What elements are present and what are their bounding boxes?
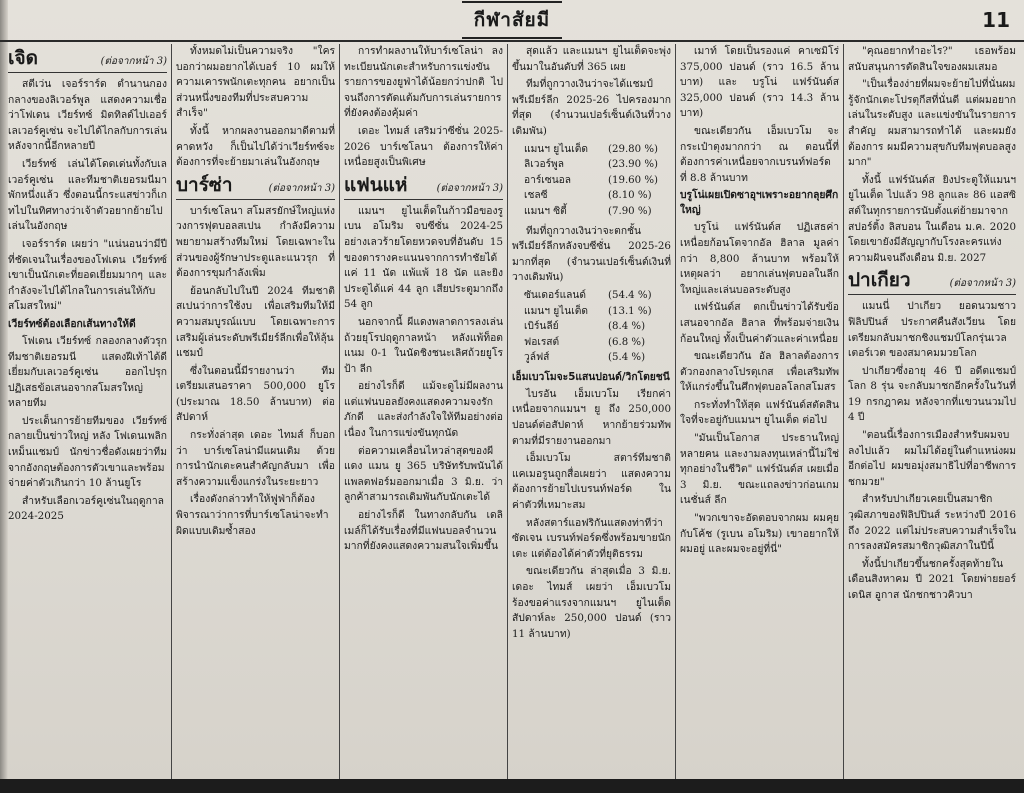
paragraph: "เป็นเรื่องง่ายที่ผมจะย้ายไปที่นั่นผมรู้จักนักเตะโปรตุกีสที่นั่นดี แต่ผมอยากเล่นในระดับสูง และแข่งขันในรายการสำคัญ ผมสามารถทำได้ และผมยังต้องการ ผมมีความสุขกับทีมฟุตบอลสูงมาก" — [848, 78, 1016, 169]
list-item: ฟอเรสต์ (6.8 %) — [524, 336, 646, 348]
title-odds-list — [512, 142, 671, 220]
paragraph: "คุณอยากทำอะไร?" เธอพร้อมสนับสนุนการตัดสินใจของผมเสมอ — [848, 45, 1016, 73]
list-item: วูล์ฟส์ (5.4 %) — [524, 352, 646, 364]
paragraph: ทีมที่ถูกวางเงินว่าจะตกชั้นพรีเมียร์ลีกหลังจบซีซั่น 2025-26 มากที่สุด (จำนวนเปอร์เซ็นต์เงินที่วางเดิมพัน) — [512, 224, 671, 284]
paragraph: ประเด็นการย้ายทีมของ เวียร์ทซ์กลายเป็นข่าวใหญ่ หลัง โฟเดนเพลิกเหม็นแชมป์ นักข่าวชื่อดังเผยว่าทีมจากอังกฤษต้องการตัวเขาและพร้อมจ่ายค่าตัวเกินกว่า 10 ล้านยูโร — [8, 414, 167, 490]
paragraph: "มันเป็นโอกาส ประธานใหญ่หลายคน และงามลงทุนเหล่านี้ไม่ใช่ทุกอย่างในชีวิต" แฟร์นันด์ส เผยเมื่อ 3 มิ.ย. ขณะแถลงข่าวก่อนเกมเนชั่นส์ ลีก — [680, 432, 839, 507]
paragraph: บาร์เซโลนา สโมสรยักษ์ใหญ่แห่งวงการฟุตบอลสเปน กำลังมีความพยายามสร้างทีมใหม่ โดยเฉพาะในส่วนของผู้รักษาประตูและแนวรุก ที่ต้องการขุมกำลังเพิ่ม — [176, 204, 335, 280]
paragraph: บรูโน่ แฟร์นันด์ส ปฏิเสธค่าเหนื่อยก้อนโตจากอัล ฮิลาล มูลค่ากว่า 8,800 ล้านบาท พร้อมให้เหตุผลว่า อยากเล่นฟุตบอลในลีกใหญ่และเล่นบอลระดับสูง — [680, 221, 839, 296]
paragraph: หลังสตาร์แอฟริกันแสดงท่าทีว่าซัดเจน เบรนท์ฟอร์ดซึ่งพร้อมขายนักเตะ แต่ต้องได้ค่าตัวที่ยุติธรรม — [512, 516, 671, 560]
paragraph: โฟเดน เวียร์ทซ์ กลองกลางตัวรุกทีมชาติเยอรมนี แสดงฝีเท้าได้ดีเยี่ยมกับเลเวอร์คูเซ่น ออกไปรุกปฏิเสธข้อเสนอจากสโมสรใหญ่หลายทีม — [8, 334, 167, 410]
paragraph: เรื่องดังกล่าวทำให้ฟูฟ่าก็ต้องพิจารณาว่าการที่บาร์เซโลน่าจะทำผิดแบบเดิมซ้ำสอง — [176, 493, 329, 537]
subheading: เวียร์ทซ์ต้องเลือกเส้นทางให้ดี — [8, 317, 136, 330]
paragraph: ขณะเดียวกัน อัล ฮิลาลต้องการตัวกองกลางโปรตุเกส เพื่อเสริมทัพให้แกร่งขึ้นในศึกฟุตบอลโลกสโมสร — [680, 350, 839, 394]
article-head-barca — [176, 173, 335, 200]
paragraph: กระทั่งล่าสุด เดอะ ไทมส์ ก็บอกว่า บาร์เซโลน่ามีแผนเดิม ด้วยการนำนักเตะคนสำคัญกลับมา เพื่อสร้างความแข็งแกร่งในระยะยาว — [176, 429, 335, 488]
paragraph: เวียร์ทซ์ เล่นได้โดดเด่นทั้งกับเลเวอร์คูเซ่น และทีมชาติเยอรมนีมาพักหนึ่งแล้ว ซึ่งตอนนี้กระแสข่าวก็เกทไปในทิศทางว่าเจ้าตัวอยากย้ายไปเล่นในอังกฤษ — [8, 157, 167, 233]
paragraph: อย่างไรก็ดี ในทางกลับกัน เดลิเมล์ก็ได้รับเรื่องที่มีแฟนบอลจำนวนมากที่ยังคงแสดงความสนใจเพิ่มขึ้น — [344, 509, 503, 553]
page-header — [0, 0, 1024, 42]
article-head-jerd — [8, 46, 167, 73]
column-5 — [676, 44, 844, 779]
continued-label: (ต่อจากหน้า 3) — [949, 278, 1016, 290]
continued-label: (ต่อจากหน้า 3) — [268, 182, 335, 194]
article-head-fans — [344, 173, 503, 200]
column-4 — [508, 44, 676, 779]
paragraph: นอกจากนี้ ผีแดงพลาดการลงเล่นถ้วยยุโรปฤดูกาลหน้า หลังแพ้ท็อตแนม 0-1 ในนัดชิงชนะเลิศถ้วยยูโรป้า ลีก — [344, 315, 503, 375]
paragraph: ไบรอัน เอ็มเบวโม เรียกค่าเหนื่อยจากแมนฯ ยู ถึง 250,000 ปอนด์ต่อสัปดาห์ หากย้ายร่วมทัพตามที่มีรายงานออกมา — [512, 387, 671, 447]
paragraph: ทั้งหมดไม่เป็นความจริง "ใครบอกว่าผมอยากได้เบอร์ 10 ผมให้ความเคารพนักเตะทุกคน อยากเป็นส่วนหนึ่งของทีมที่ประสบความสำเร็จ" — [176, 45, 335, 120]
list-item: แมนฯ ยูไนเต็ด (13.1 %) — [524, 305, 652, 317]
paragraph: ต่อความเคลื่อนไหวล่าสุดของผีแดง แมน ยู 365 บริษัทรับพนันได้แพลตฟอร์มออกมาเมื่อ 3 มิ.ย. ว่าลูกค้าสามารถเดิมพันกับนักเตะได้ — [344, 444, 503, 504]
article-title: แฟนแห่ — [344, 173, 408, 196]
continued-label: (ต่อจากหน้า 3) — [100, 56, 167, 67]
paragraph: ย้อนกลับไปในปี 2024 ทีมชาติสเปนว่าการใช้งบ เพื่อเสริมทีมให้มีความสมบูรณ์แบบ โดยเฉพาะการเสริมผู้เล่นระดับพรีเมียร์ลีกเพื่อให้ลุ้นแชมป์ — [176, 284, 335, 360]
page-number: 11 — [982, 8, 1010, 32]
paragraph: ขณะเดียวกัน ล่าสุดเมื่อ 3 มิ.ย. เดอะ ไทมส์ เผยว่า เอ็มเบวโม ร้องขอค่าแรงจากแมนฯ ยูไนเต็ด สัปดาห์ละ 250,000 ปอนด์ (ราว 11 ล้านบาท) — [512, 565, 671, 640]
paragraph: เมาท์ โดยเป็นรองแค่ คาเซมิโร่ 375,000 ปอนด์ (ราว 16.5 ล้านบาท) และ บรูโน่ แฟร์นันด์ส 325,000 ปอนด์ (ราว 14.3 ล้านบาท) — [680, 45, 839, 120]
paragraph: อย่างไรก็ดี แม้จะดูไม่มีผลงาน แต่แฟนบอลยังคงแสดงความจงรักภักดี และส่งกำลังใจให้ทีมอย่างต่อเนื่อง ในการแข่งขันทุกนัด — [344, 380, 503, 440]
column-2 — [172, 44, 340, 779]
paragraph: สำหรับเลือกเวอร์คูเซ่นในฤดูกาล 2024-2025 — [8, 494, 164, 523]
paragraph: เอ็มเบวโม สตาร์ทีมชาติแคเมอรูนถูกสื่อเผยว่า แสดงความต้องการย้ายไปเบรนท์ฟอร์ด ในค่าตัวที่เหมาะสม — [512, 452, 671, 512]
paragraph: ขณะเดียวกัน เอ็มเบวโม จะกระเป๋าตุงมากกว่า ณ ตอนนี้ที่ต้องการค่าเหนื่อยจากเบรนท์ฟอร์ด ที่ 8.8 ล้านบาท — [680, 124, 839, 184]
list-item: ซันเดอร์แลนด์ (54.4 %) — [524, 289, 652, 301]
paragraph: แมนนี่ ปาเกียว ยอดนวมชาวฟิลิปปินส์ ประกาศคืนสังเวียน โดยเตรียมกลับมาชกชิงแชมป์โลกรุ่นเวลเตอร์เวต ของสมาคมมวยโลก — [848, 300, 1016, 360]
paragraph: แมนฯ ยูไนเต็ดในก้าวมือของรูเบน อโมริม จบซีซั่น 2024-25 อย่างเลวร้ายโดยหวดจบที่อันดับ 15 ของตารางคะแนนจากการทำชัยได้แค่ 11 นัด แพ้แพ้ 18 นัด และยิงประตูได้แค่ 44 ลูก เสียประตูมากถึง 54 ลูก — [344, 204, 503, 311]
paragraph: "ตอนนี้เรื่องการเมืองสำหรับผมจบลงไปแล้ว ผมไม่ได้อยู่ในตำแหน่งผมอีกต่อไป ผมขอมุ่งสมาธิไปที่อาชีพการชกมวย" — [848, 429, 1016, 488]
paragraph: ทั้งนี้ปาเกียวขึ้นชกครั้งสุดท้ายในเดือนสิงหาคม ปี 2021 โดยพ่ายยอร์เดนิส อูกาส นักชกชาวคิวบา — [848, 557, 1016, 601]
subheading: บรูโน่เผยเปิดซาอุฯเพราะอยากลุยศึกใหญ่ — [680, 189, 839, 217]
paragraph: สุดแล้ว และแมนฯ ยูไนเต็ดจะพุ่งขึ้นมาในอันดับที่ 365 เผย — [512, 45, 671, 73]
column-3 — [340, 44, 508, 779]
list-item: เบิร์นลีย์ (8.4 %) — [524, 321, 646, 333]
paragraph: ทั้งนี้ แฟร์นันด์ส ยิงประตูให้แมนฯ ยูไนเต็ด ไปแล้ว 98 ลูกและ 86 แอสซิสต์ในทุกรายการนับตั้งแต่ย้ายมาจากสปอร์ติ้ง ลิสบอน ในเดือน ม.ค. 2020 โดยเขายังมีสัญญากับโรงละครแห่งความฝันจนถึงเดือน มิ.ย. 2027 — [848, 173, 1016, 264]
paragraph: แฟร์นันด์ส ตกเป็นข่าวได้รับข้อเสนอจากอัล ฮิลาล ที่พร้อมจ่ายเงินก้อนใหญ่ ทั้งเป็นค่าตัวและค่าเหนื่อย — [680, 301, 839, 345]
paragraph: การทำผลงานให้บาร์เซโลน่า ลงทะเบียนนักเตะสำหรับการแข่งขันรายการของยูฟ่าได้น้อยกว่าปกติ ไปจนถึงการตัดแต้มกับการเล่นรายการที่ยังคงต้องคุ้มค่า — [344, 45, 503, 120]
article-columns — [4, 44, 1020, 779]
paragraph: ทั้งนี้ หากผลงานออกมาดีตามที่คาดหวัง ก็เป็นไปได้ว่าเวียร์ทซ์จะต้องการที่จะย้ายมาเล่นในอังกฤษ — [176, 124, 335, 169]
subheading: เอ็มเบวโมจะ5แสนปอนด์/วิกโตยชนี — [512, 370, 670, 383]
paragraph: สตีเว่น เจอร์ราร์ด ตำนานกองกลางของลิเวอร์พูล แสดงความเชื่อว่าโฟเดน เวียร์ทซ์ มิตทิลด์ไปเออร์ เลเวอร์คูเซ่น จะไปได้ไกลกับการเล่นหลังจากนี้อีกหลายปี — [8, 78, 167, 153]
relegation-odds-list — [512, 288, 671, 366]
article-title: ปาเกียว — [848, 269, 911, 292]
paragraph: เดอะ ไทมส์ เสริมว่าซีซั่น 2025-2026 บาร์เซโลนา ต้องการให้ค่าเหนื่อยสูงเป็นพิเศษ — [344, 124, 503, 169]
bottom-print-band — [0, 779, 1024, 793]
paragraph: เจอร์ราร์ด เผยว่า "แน่นอนว่ามีปีที่ชัดเจนในเรื่องของโฟเดน เวียร์ทซ์ เขาเป็นนักเตะที่ยอดเยี่ยมมากๆ และกำลังจะไปได้ไกลในการเล่นให้กับสโมสรใหม่" — [8, 237, 167, 313]
paragraph: ทีมที่ถูกวางเงินว่าจะได้แชมป์พรีเมียร์ลีก 2025-26 ไปครองมากที่สุด (จำนวนเปอร์เซ็นต์เงินที่วางเดิมพัน) — [512, 78, 671, 137]
column-6 — [844, 44, 1020, 779]
list-item: แมนฯ ซิตี้ (7.90 %) — [524, 205, 652, 217]
article-title: เจิด — [8, 47, 38, 69]
column-1 — [4, 44, 172, 779]
continued-label: (ต่อจากหน้า 3) — [436, 182, 503, 194]
paragraph: ซึ่งในตอนนี้มีรายงานว่า ทีมเตรียมเสนอราคา 500,000 ยูโร (ประมาณ 18.50 ล้านบาท) ต่อสัปดาห์ — [176, 364, 335, 424]
paragraph: กระทั่งทำให้สุด แฟร์นันด์สตัดสินใจที่จะอยู่กับแมนฯ ยูไนเต็ด ต่อไป — [680, 398, 839, 427]
list-item: ลิเวอร์พูล (23.90 %) — [524, 159, 659, 171]
paragraph: "พวกเขาจะอัดตอบจากผม ผมคุยกับโค้ช (รูเบน อโมริม) เขาอยากให้ผมอยู่ และผมจะอยู่ที่นี่" — [680, 512, 839, 556]
list-item: แมนฯ ยูไนเต็ด (29.80 %) — [524, 143, 659, 155]
paragraph: สำหรับปาเกียวเคยเป็นสมาชิกวุฒิสภาของฟิลิปปินส์ ระหว่างปี 2016 ถึง 2022 แต่ไม่ประสบความสำเร็จในการลงสมัครสมาชิกวุฒิสภาในปีนี้ — [848, 493, 1016, 553]
article-head-pacquiao — [848, 268, 1016, 295]
list-item: เชลซี (8.10 %) — [524, 190, 652, 202]
list-item: อาร์เซนอล (19.60 %) — [524, 174, 659, 186]
section-title: กีฬาสัยมี — [462, 1, 562, 39]
paragraph: ปาเกียวซึ่งอายุ 46 ปี อดีตแชมป์โลก 8 รุ่น จะกลับมาชกอีกครั้งในวันที่ 19 กรกฎาคม หลังจากที่แขวนนวมไป 4 ปี — [848, 364, 1016, 424]
article-title: บาร์ซ่า — [176, 173, 233, 196]
